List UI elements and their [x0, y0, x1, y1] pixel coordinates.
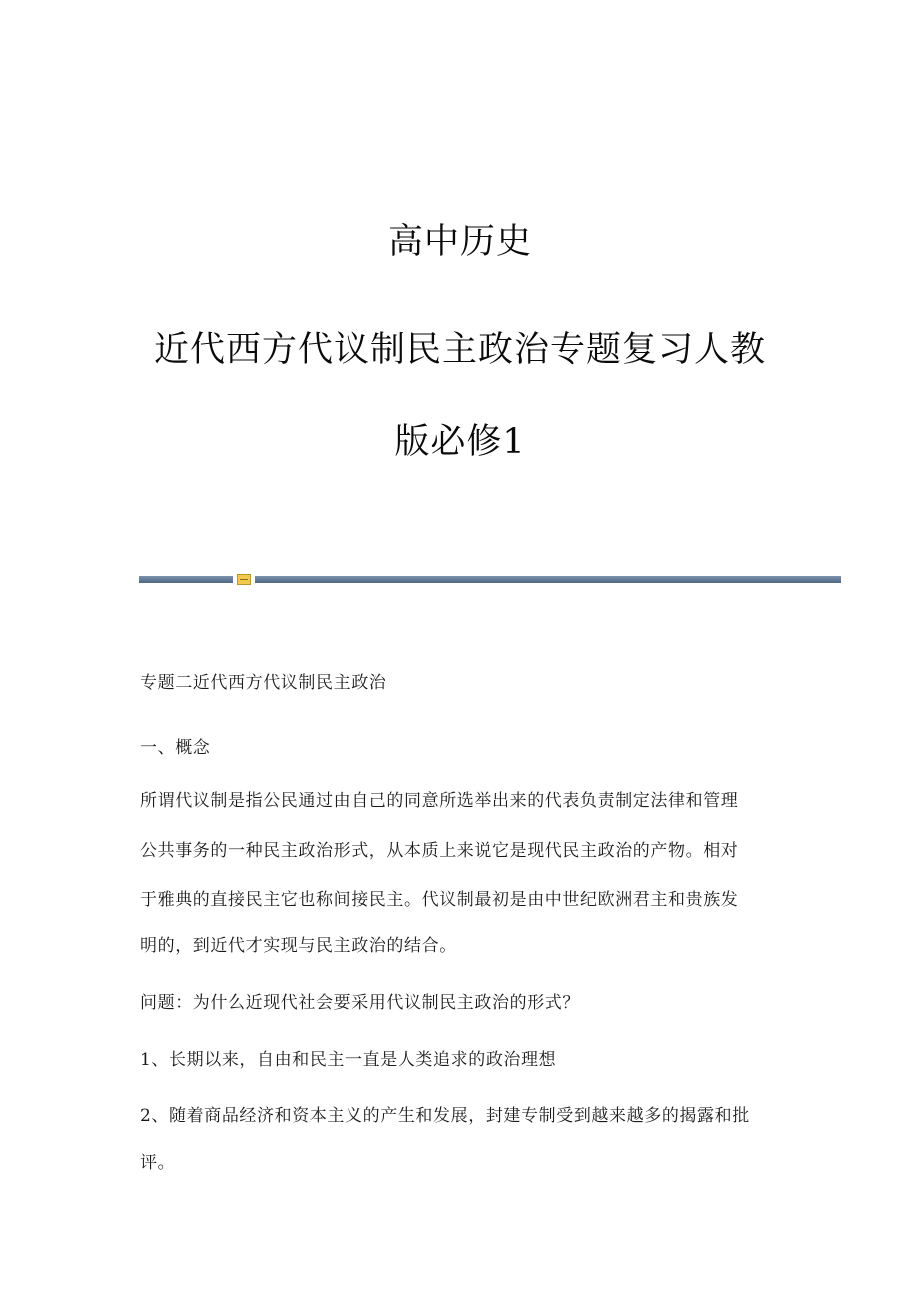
- divider-ornament-icon: [237, 574, 251, 585]
- point-2-line: 评。: [140, 1153, 176, 1173]
- title-divider: [139, 574, 841, 584]
- title-line-2: 近代西方代议制民主政治专题复习人教: [153, 330, 766, 370]
- question-text: 问题：为什么近现代社会要采用代议制民主政治的形式？: [140, 993, 580, 1013]
- point-1: 1、长期以来，自由和民主一直是人类追求的政治理想: [140, 1050, 557, 1070]
- divider-bar-right: [255, 576, 841, 583]
- paragraph-line: 公共事务的一种民主政治形式，从本质上来说它是现代民主政治的产物。相对: [140, 841, 739, 861]
- paragraph-line: 所谓代议制是指公民通过由自己的同意所选举出来的代表负责制定法律和管理: [140, 791, 739, 811]
- title-line-3: 版必修1: [394, 422, 526, 462]
- subheading: 一、概念: [140, 738, 211, 758]
- section-heading: 专题二近代西方代议制民主政治: [140, 673, 387, 693]
- divider-bar-left: [139, 576, 233, 583]
- paragraph-line: 明的，到近代才实现与民主政治的结合。: [140, 936, 457, 956]
- title-line-1: 高中历史: [387, 222, 532, 262]
- paragraph-line: 于雅典的直接民主它也称间接民主。代议制最初是由中世纪欧洲君主和贵族发: [140, 890, 739, 910]
- point-2-line: 2、随着商品经济和资本主义的产生和发展，封建专制受到越来越多的揭露和批: [140, 1106, 750, 1126]
